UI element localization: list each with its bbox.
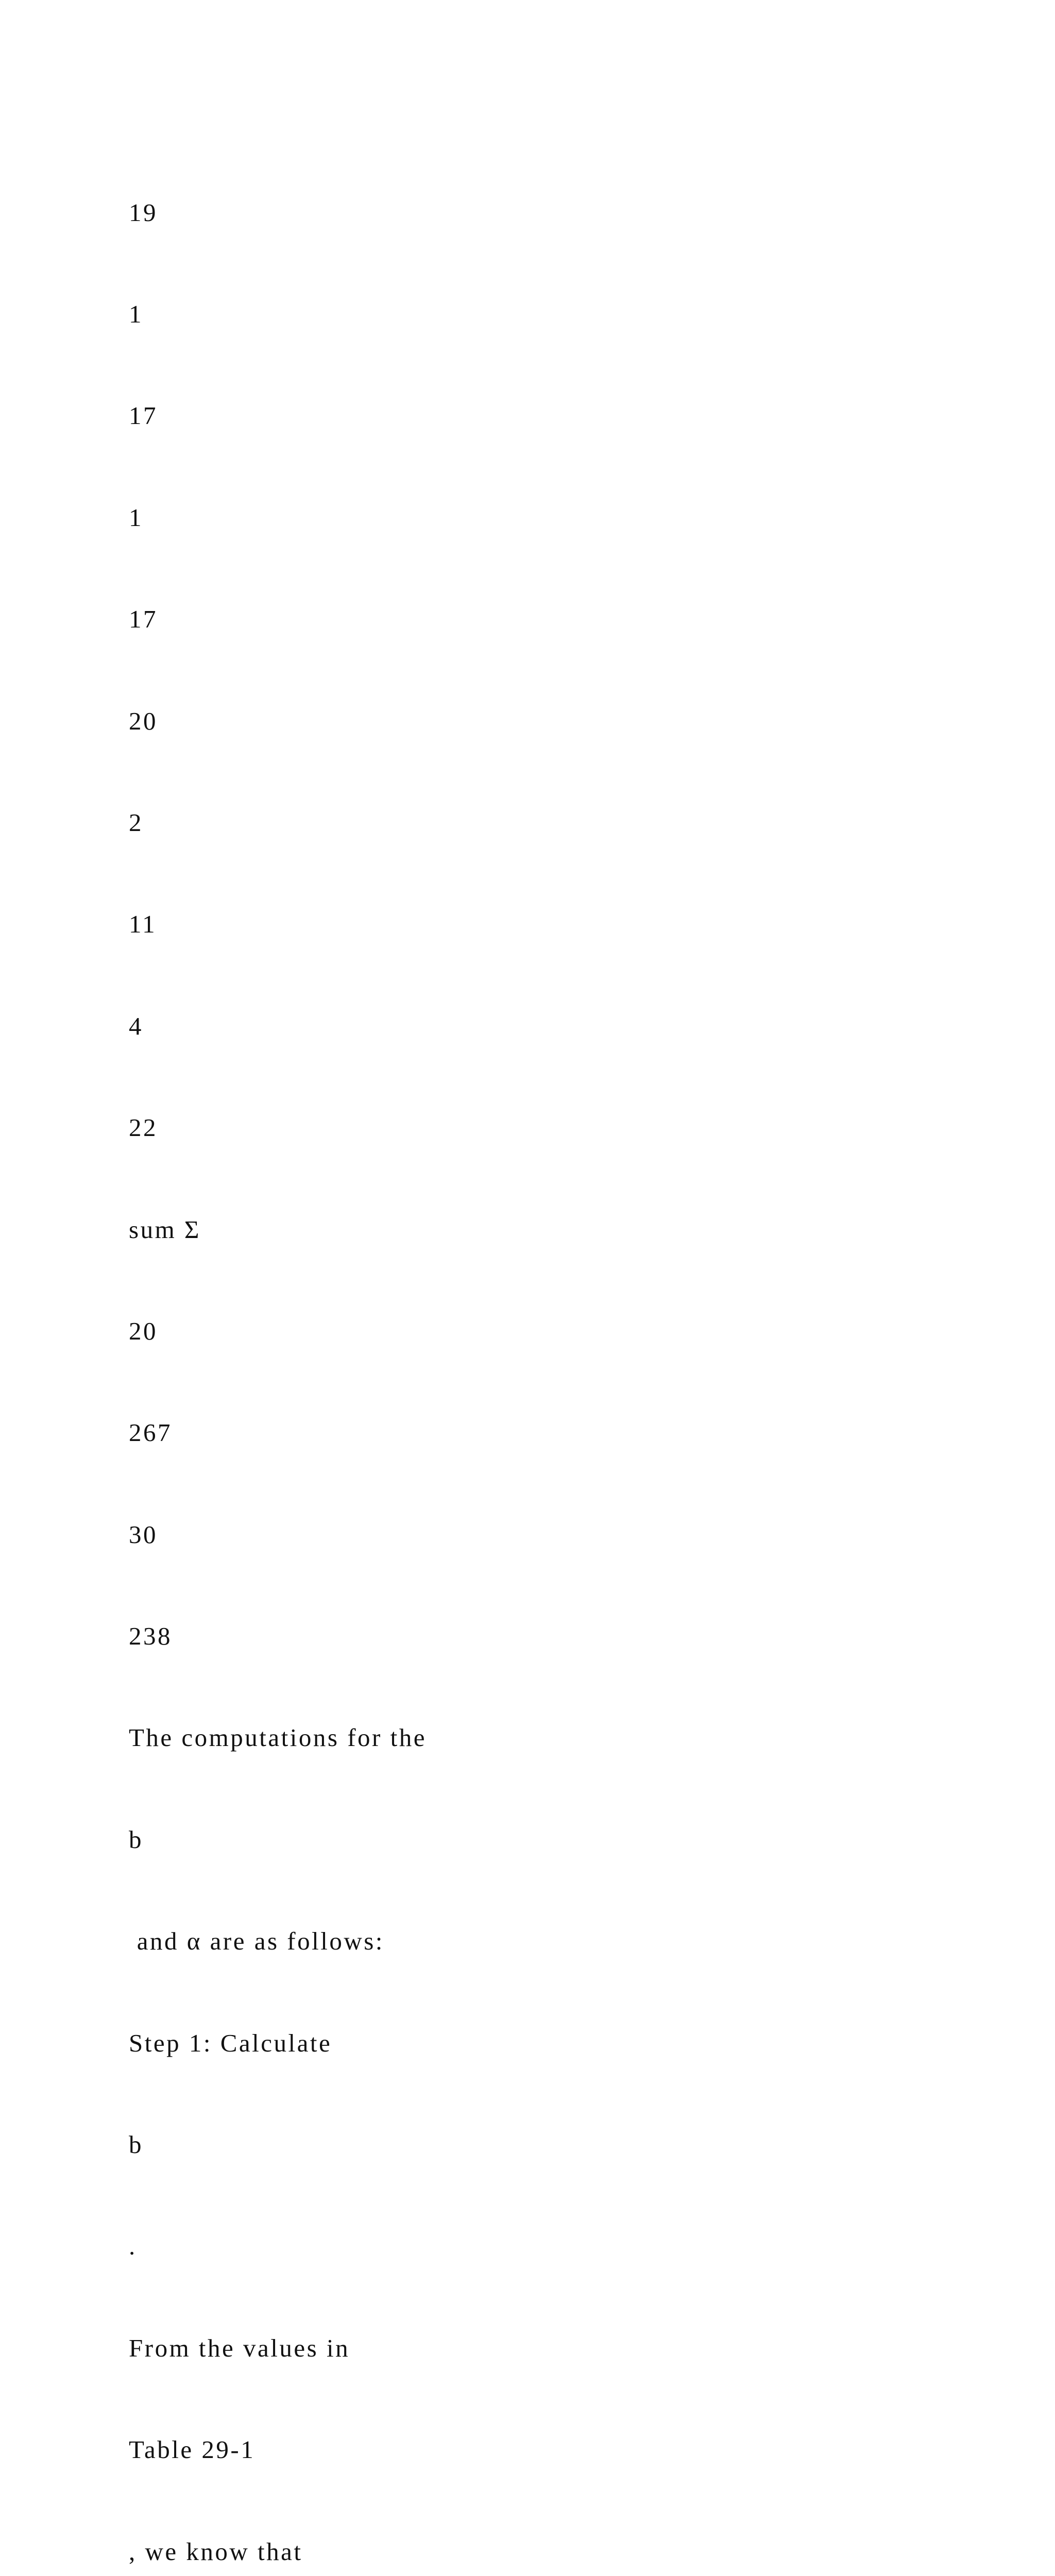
table-value: 11	[129, 910, 157, 939]
paragraph-line: b	[129, 1825, 143, 1854]
table-value: 22	[129, 1113, 158, 1142]
sum-value: 30	[129, 1520, 158, 1549]
paragraph-line: b	[129, 2130, 143, 2159]
table-value: 20	[129, 706, 158, 735]
table-value: 17	[129, 605, 158, 634]
paragraph-line: From the values in	[129, 2333, 350, 2362]
paragraph-line: .	[129, 2232, 137, 2261]
table-reference: Table 29-1	[129, 2435, 256, 2464]
paragraph-line: , we know that	[129, 2537, 303, 2566]
table-value: 19	[129, 198, 158, 227]
step-heading: Step 1: Calculate	[129, 2028, 332, 2057]
sum-value: 238	[129, 1622, 172, 1651]
sum-value: 20	[129, 1316, 158, 1345]
table-value: 2	[129, 808, 143, 837]
paragraph-line: The computations for the	[129, 1723, 427, 1752]
sum-value: 267	[129, 1418, 172, 1447]
table-value: 17	[129, 401, 158, 430]
document-text	[129, 128, 1005, 2576]
table-value: 4	[129, 1011, 143, 1040]
table-value: 1	[129, 503, 143, 532]
sum-label: sum Σ	[129, 1215, 201, 1244]
paragraph-line: and α are as follows:	[129, 1927, 384, 1956]
table-value: 1	[129, 299, 143, 328]
